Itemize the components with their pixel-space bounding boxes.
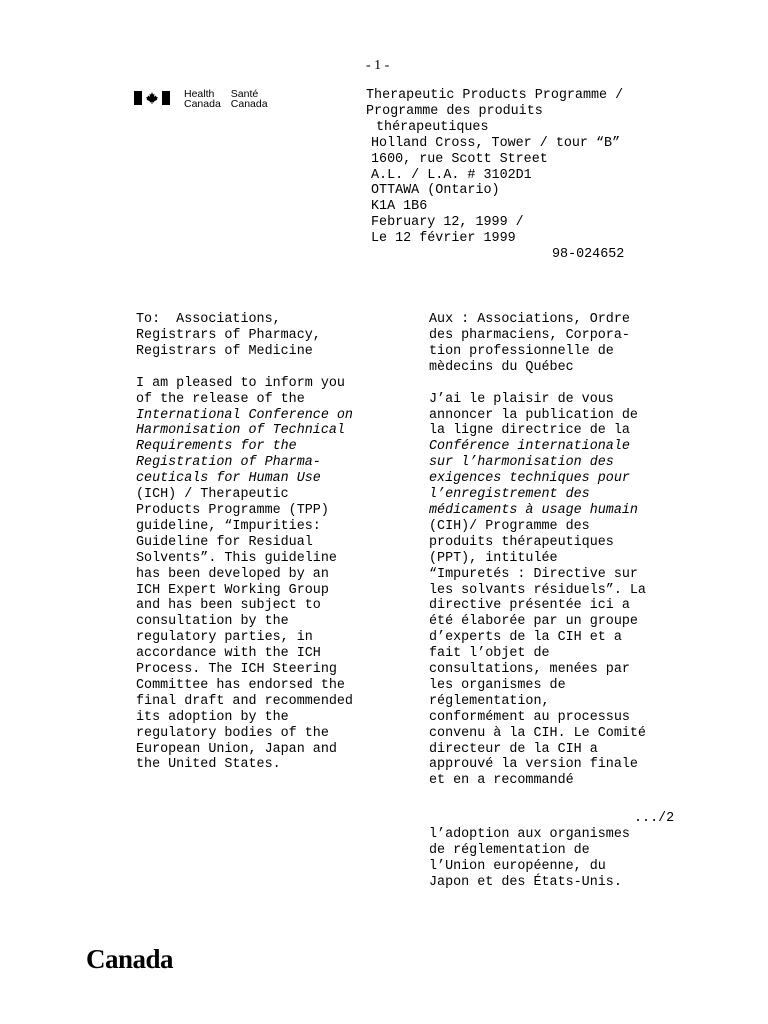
address-line: thérapeutiques: [376, 119, 489, 135]
canada-wordmark: Canada: [86, 944, 174, 974]
address-line: 1600, rue Scott Street: [371, 151, 548, 167]
reference-number: 98-024652: [552, 247, 625, 263]
government-signature: [134, 89, 268, 109]
date-english: February 12, 1999 /: [371, 215, 524, 231]
address-line: K1A 1B6: [371, 199, 428, 215]
english-body: I am pleased to inform you of the release of the International Conference on Harmonisation of Technical Requirements for the Registration of Pharma- ceuticals for Human Use (ICH) / Therapeutic Products Programme (TPP) guideline, “Impurities: Guideline for Residual Solvents”. This guideline has been developed by an ICH Expert Working Group and has been subject to consultation by the regulatory parties, in accordance with the ICH Process. The ICH Steering Committee has endorsed the final draft and recommended its adoption by the regulatory bodies of the European Union, Japan and the United States.: [136, 375, 353, 773]
date-french: Le 12 février 1999: [371, 231, 516, 247]
signature-french: Santé Canada: [230, 88, 268, 110]
page-number: - 1 -: [366, 58, 390, 73]
address-line: OTTAWA (Ontario): [371, 183, 500, 199]
sender-address-block: [366, 88, 624, 263]
address-line: A.L. / L.A. # 3102D1: [371, 167, 532, 183]
canada-flag-icon: [134, 91, 170, 105]
english-column: [136, 312, 406, 789]
address-line: Holland Cross, Tower / tour “B”: [371, 135, 621, 151]
signature-english: Health Canada: [184, 88, 221, 110]
continued-marker: .../2: [634, 811, 675, 826]
address-line: Therapeutic Products Programme /: [366, 88, 624, 103]
english-recipients: To: Associations, Registrars of Pharmacy, Registrars of Medicine: [136, 312, 321, 359]
french-body-continuation: l’adoption aux organismes de réglementation de l’Union européenne, du Japon et des États-Unis.: [429, 827, 630, 890]
french-recipients: Aux : Associations, Ordre des pharmaciens, Corpora- tion professionnelle de mèdecins du Québec: [429, 312, 630, 375]
address-line: Programme des produits: [366, 103, 543, 119]
french-column: [429, 312, 719, 805]
french-body: J’ai le plaisir de vous annoncer la publication de la ligne directrice de la Conférence internationale sur l’harmonisation des exigences techniques pour l’enregistrement des médicaments à usage humain (CIH)/ Programme des produits thérapeutiques (PPT), intitulée “Impuretés : Directive sur les solvants résiduels”. La directive présentée ici a été élaborée par un groupe d’experts de la CIH et a fait l’objet de consultations, menées par les organismes de réglementation, conformément au processus convenu à la CIH. Le Comité directeur de la CIH a approuvé la version finale et en a recommandé: [429, 391, 646, 789]
